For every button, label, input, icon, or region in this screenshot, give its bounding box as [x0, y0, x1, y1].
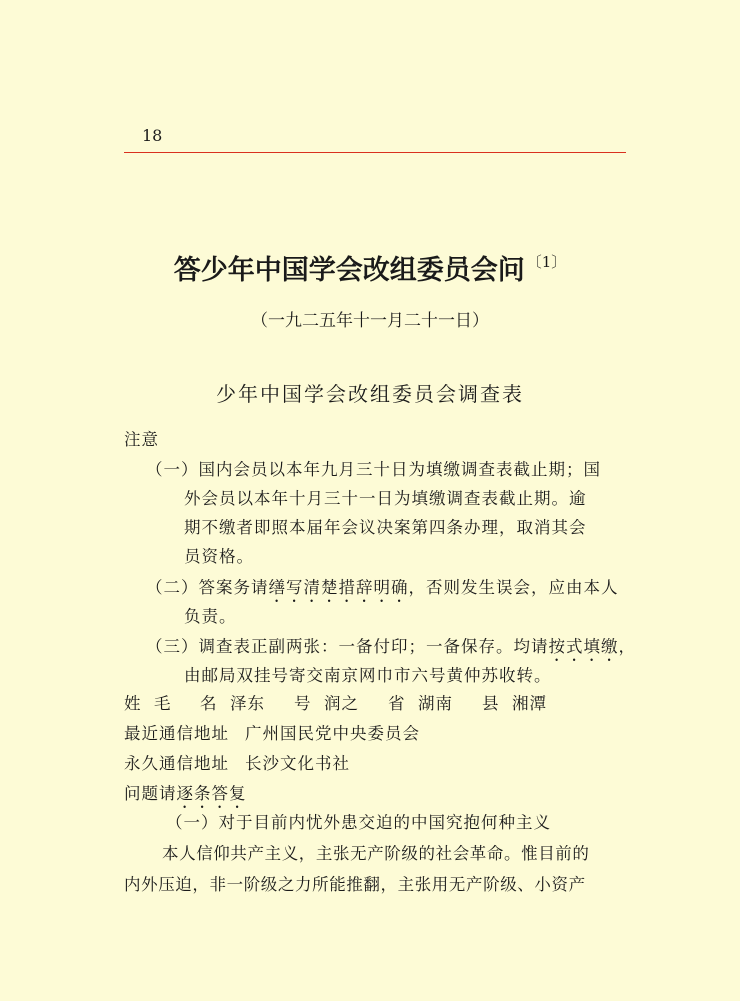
notice-3-prefix: （三）调查表正副两张：一备付印；一备保存。均请 — [146, 637, 549, 656]
county-label: 县 — [482, 694, 500, 713]
notice-2-suffix: ，否则发生误会，应由本人 — [408, 578, 619, 597]
recent-address-value: 广州国民党中央委员会 — [245, 724, 420, 743]
name-label: 名 — [200, 694, 218, 713]
questions-heading — [124, 780, 247, 812]
questions-prefix: 问题请 — [124, 784, 177, 803]
header-rule — [124, 152, 626, 153]
county-value: 湘潭 — [512, 694, 547, 713]
alias-value: 润之 — [324, 694, 359, 713]
title-text: 答少年中国学会改组委员会问 — [173, 255, 525, 286]
province-value: 湖南 — [418, 694, 453, 713]
identity-row — [124, 690, 547, 714]
notice-1-line-4: 员资格。 — [184, 547, 254, 566]
notice-1-line-1: （一）国内会员以本年九月三十日为填缴调查表截止期；国 — [146, 460, 601, 479]
surname-value: 毛 — [154, 694, 172, 713]
notice-2-line-2: 负责。 — [184, 607, 237, 626]
page-number: 18 — [142, 126, 163, 145]
form-title: 少年中国学会改组委员会调查表 — [216, 382, 524, 406]
notice-2-line-1 — [146, 574, 619, 606]
alias-label: 号 — [294, 694, 312, 713]
surname-label: 姓 — [124, 694, 142, 713]
name-value: 泽东 — [230, 694, 265, 713]
notice-2-emphasis: 缮写清楚措辞明确 — [268, 578, 409, 597]
permanent-address-label: 永久通信地址 — [124, 754, 229, 773]
province-label: 省 — [388, 694, 406, 713]
notice-1-line-2: 外会员以本年十月三十一日为填缴调查表截止期。逾 — [184, 489, 587, 508]
notice-3-line-1 — [146, 633, 636, 665]
notice-3-line-2: 由邮局双挂号寄交南京网巾市六号黄仲苏收转。 — [184, 666, 552, 685]
answer-1-line-2: 内外压迫，非一阶级之力所能推翻，主张用无产阶级、小资产 — [124, 875, 586, 894]
document-date: （一九二五年十一月二十一日） — [251, 311, 489, 331]
notice-3-emphasis: 按式填缴 — [548, 637, 619, 656]
notice-3-suffix: ， — [618, 637, 636, 656]
notice-heading: 注意 — [124, 430, 159, 449]
questions-emphasis: 逐条答复 — [176, 784, 247, 803]
footnote-marker[interactable]: 〔1〕 — [526, 253, 567, 271]
notice-2-prefix: （二）答案务请 — [146, 578, 269, 597]
permanent-address-row — [124, 750, 350, 774]
document-title — [0, 248, 740, 287]
answer-1-line-1: 本人信仰共产主义，主张无产阶级的社会革命。惟目前的 — [162, 844, 590, 863]
recent-address-label: 最近通信地址 — [124, 724, 229, 743]
permanent-address-value: 长沙文化书社 — [245, 754, 350, 773]
question-1: （一）对于目前内忧外患交迫的中国究抱何种主义 — [166, 813, 551, 832]
recent-address-row — [124, 720, 420, 744]
notice-1-line-3: 期不缴者即照本届年会议决案第四条办理，取消其会 — [184, 518, 587, 537]
